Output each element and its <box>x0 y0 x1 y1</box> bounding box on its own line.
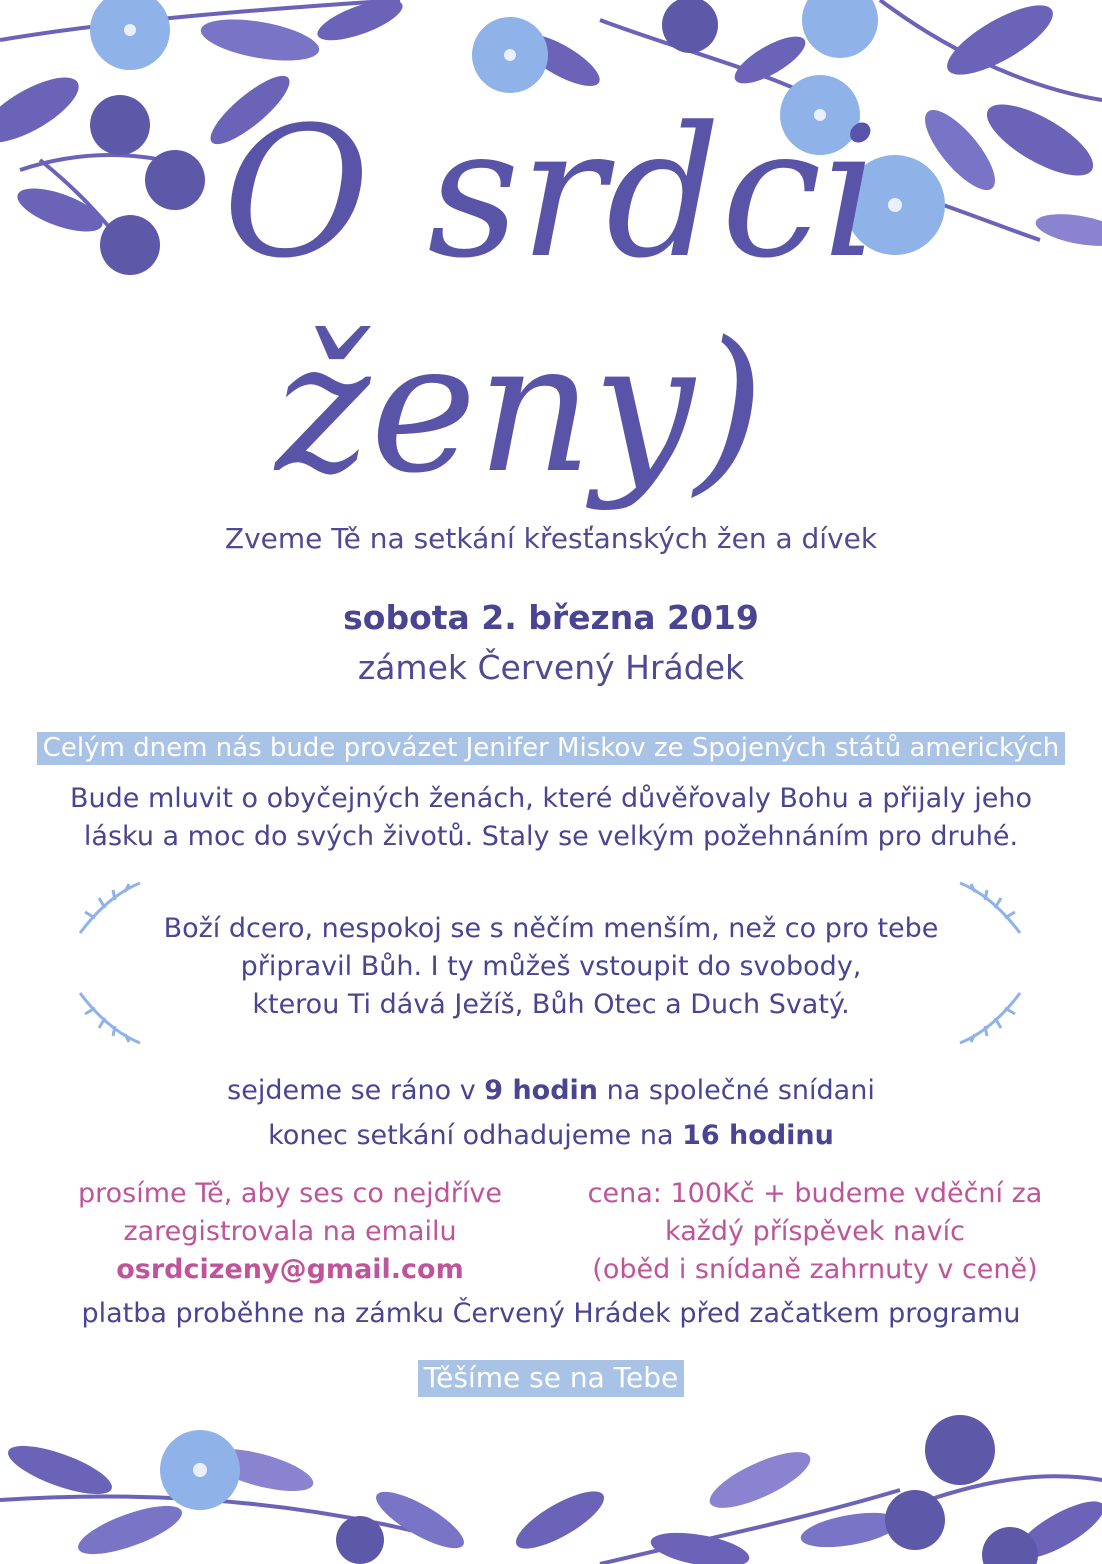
schedule-start-time: 9 hodin <box>484 1075 599 1106</box>
price-info <box>560 1175 1070 1289</box>
registration-line-1: prosíme Tě, aby ses co nejdříve <box>78 1178 502 1209</box>
price-line-2: každý příspěvek navíc <box>665 1216 965 1247</box>
bottom-floral-decoration <box>0 1410 1102 1564</box>
invitation-text: Zveme Tě na setkání křesťanských žen a dívek <box>224 522 878 555</box>
price-line-1: cena: 100Kč + budeme vděční za <box>587 1178 1043 1209</box>
speaker-banner: Celým dnem nás bude provázet Jenifer Miskov ze Spojených států amerických <box>37 732 1066 765</box>
event-title <box>0 90 1102 510</box>
title-line-1: O srdci <box>222 90 880 298</box>
closing-row <box>0 1360 1102 1397</box>
schedule-end <box>0 1120 1102 1151</box>
registration-line-2: zaregistrovala na emailu <box>123 1216 457 1247</box>
schedule-start-suffix: na společné snídani <box>598 1075 875 1106</box>
talk-description <box>0 780 1102 856</box>
event-date: sobota 2. března 2019 <box>343 598 759 637</box>
schedule-end-time: 16 hodinu <box>682 1120 834 1151</box>
price-line-3: (oběd i snídaně zahrnuty v ceně) <box>592 1254 1038 1285</box>
title-line-2: ženy) <box>275 304 765 510</box>
registration-info <box>40 1175 540 1289</box>
talk-line-2: lásku a moc do svých životů. Staly se velkým požehnáním pro druhé. <box>83 821 1019 852</box>
payment-note: platba proběhne na zámku Červený Hrádek před začatkem programu <box>81 1298 1021 1329</box>
schedule-start <box>0 1075 1102 1106</box>
registration-email-link[interactable]: osrdcizeny@gmail.com <box>116 1254 464 1285</box>
quote-line-2: připravil Bůh. I ty můžeš vstoupit do svobody, <box>240 951 862 982</box>
quote-block <box>0 910 1102 1024</box>
schedule-start-prefix: sejdeme se ráno v <box>227 1075 485 1106</box>
speaker-banner-row <box>0 732 1102 765</box>
event-venue: zámek Červený Hrádek <box>357 648 745 687</box>
quote-line-3: kterou Ti dává Ježíš, Bůh Otec a Duch Svatý. <box>252 989 850 1020</box>
schedule-end-prefix: konec setkání odhadujeme na <box>268 1120 683 1151</box>
quote-line-1: Boží dcero, nespokoj se s něčím menším, než co pro tebe <box>163 913 939 944</box>
closing-banner: Těšíme se na Tebe <box>418 1360 684 1397</box>
talk-line-1: Bude mluvit o obyčejných ženách, které důvěřovaly Bohu a přijaly jeho <box>70 783 1032 814</box>
